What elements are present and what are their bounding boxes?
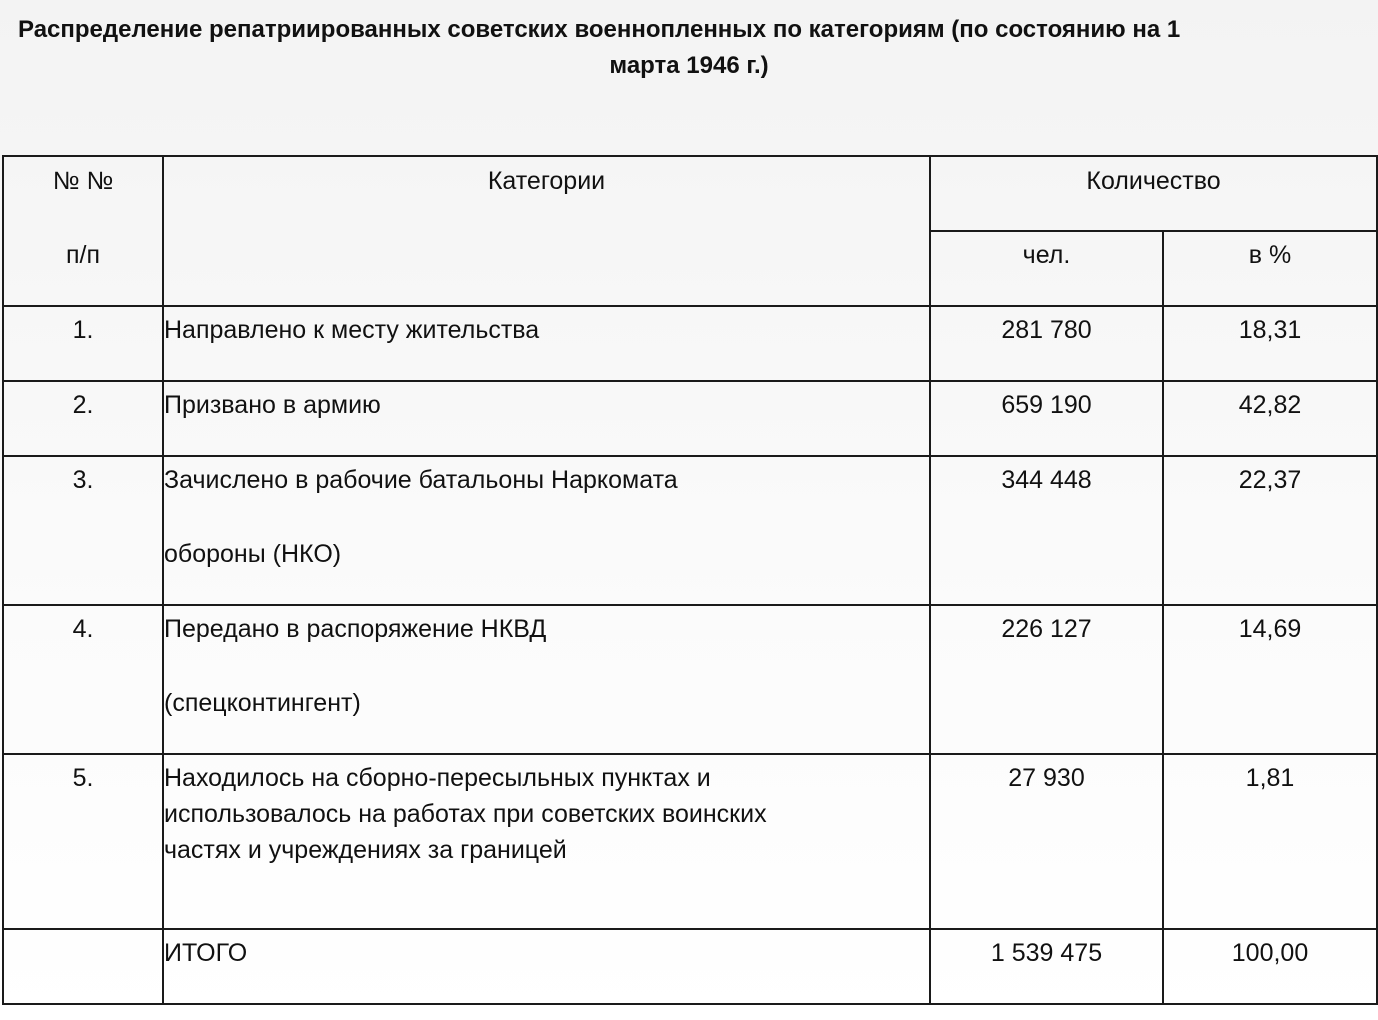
- row-number-cell: [3, 381, 163, 456]
- table-row: [3, 381, 1377, 456]
- row-category-cell: [163, 754, 930, 929]
- row-people: 27 930: [1008, 764, 1085, 792]
- table-row: [3, 456, 1377, 605]
- row-category-line-2: использовалось на работах при советских воинских: [164, 800, 767, 828]
- row-people: 344 448: [1001, 466, 1092, 494]
- header-number: [3, 156, 163, 306]
- total-percent: 100,00: [1231, 939, 1309, 967]
- row-category-line-1: Зачислено в рабочие батальоны Наркомата: [164, 466, 678, 494]
- page-title: [0, 12, 1378, 84]
- total-row: [3, 929, 1377, 1004]
- table-row: [3, 754, 1377, 929]
- row-number: 1.: [72, 316, 94, 344]
- row-category: Направлено к месту жительства: [164, 316, 540, 344]
- row-people-cell: [930, 754, 1163, 929]
- row-percent: 18,31: [1238, 316, 1302, 344]
- table-row: [3, 306, 1377, 381]
- row-category-line-2: обороны (НКО): [164, 540, 342, 568]
- row-number-cell: [3, 605, 163, 754]
- row-percent: 14,69: [1238, 615, 1302, 643]
- total-number-cell: [3, 929, 163, 1004]
- row-percent: 22,37: [1238, 466, 1302, 494]
- row-number-cell: [3, 754, 163, 929]
- row-category-line-1: Находилось на сборно-пересыльных пунктах и: [164, 764, 711, 792]
- row-people: 281 780: [1001, 316, 1092, 344]
- header-category-label: Категории: [487, 167, 606, 195]
- row-percent: 1,81: [1245, 764, 1295, 792]
- row-percent: 42,82: [1238, 391, 1302, 419]
- total-label-cell: [163, 929, 930, 1004]
- header-percent-label: в %: [1248, 241, 1292, 269]
- row-category-cell: [163, 381, 930, 456]
- repatriation-table: [2, 155, 1378, 1005]
- row-people-cell: [930, 381, 1163, 456]
- row-number: 5.: [72, 764, 94, 792]
- row-category-line-3: частях и учреждениях за границей: [164, 836, 567, 864]
- total-people: 1 539 475: [990, 939, 1103, 967]
- row-category-line-1: Передано в распоряжение НКВД: [164, 615, 547, 643]
- header-category: [163, 156, 930, 306]
- row-category-cell: [163, 605, 930, 754]
- row-people-cell: [930, 456, 1163, 605]
- total-percent-cell: [1163, 929, 1377, 1004]
- title-line-2: марта 1946 г.): [609, 52, 769, 79]
- row-percent-cell: [1163, 456, 1377, 605]
- total-label: ИТОГО: [164, 939, 248, 967]
- row-category: Призвано в армию: [164, 391, 381, 419]
- header-number-line-2: п/п: [65, 241, 101, 269]
- row-category-cell: [163, 456, 930, 605]
- row-number-cell: [3, 306, 163, 381]
- row-percent-cell: [1163, 605, 1377, 754]
- row-people-cell: [930, 306, 1163, 381]
- row-number: 2.: [72, 391, 94, 419]
- row-percent-cell: [1163, 754, 1377, 929]
- row-people: 226 127: [1001, 615, 1092, 643]
- row-number-cell: [3, 456, 163, 605]
- row-number: 3.: [72, 466, 94, 494]
- row-number: 4.: [72, 615, 94, 643]
- row-percent-cell: [1163, 381, 1377, 456]
- header-quantity: [930, 156, 1377, 231]
- header-number-line-1: № №: [52, 167, 114, 195]
- total-people-cell: [930, 929, 1163, 1004]
- row-category-cell: [163, 306, 930, 381]
- row-percent-cell: [1163, 306, 1377, 381]
- header-quantity-label: Количество: [1086, 167, 1221, 195]
- table-row: [3, 605, 1377, 754]
- header-percent: [1163, 231, 1377, 306]
- row-category-line-2: (спецконтингент): [164, 689, 361, 717]
- row-people: 659 190: [1001, 391, 1092, 419]
- header-people-label: чел.: [1022, 241, 1071, 269]
- header-people: [930, 231, 1163, 306]
- row-people-cell: [930, 605, 1163, 754]
- title-line-1: Распределение репатриированных советских военнопленных по категориям (по состоянию на 1: [18, 16, 1181, 43]
